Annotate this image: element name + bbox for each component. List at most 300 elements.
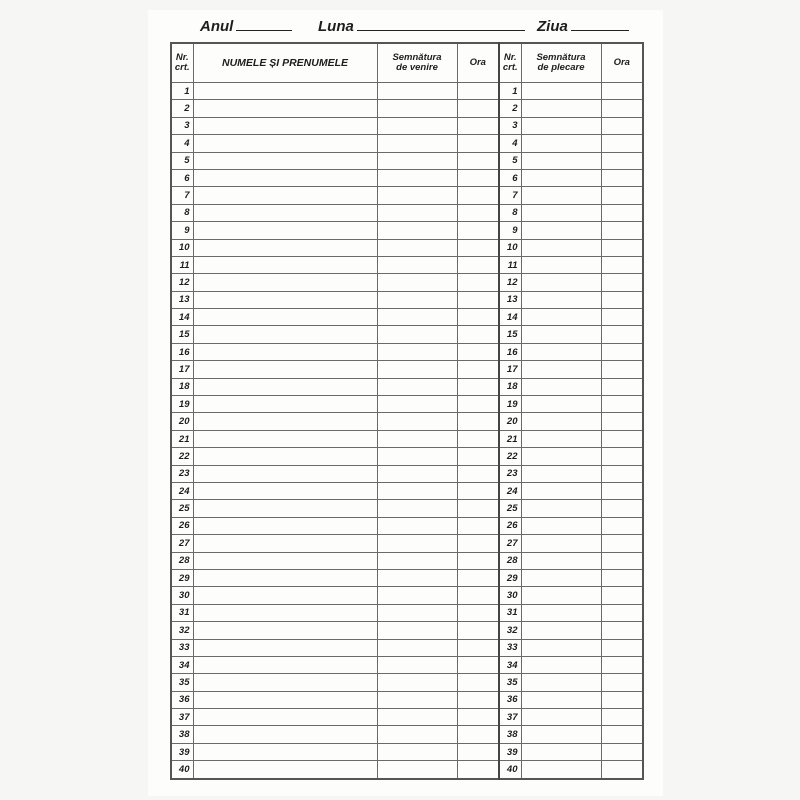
- row-number-2: 2: [499, 100, 521, 117]
- departure-signature-cell[interactable]: [521, 117, 601, 134]
- departure-signature-cell[interactable]: [521, 291, 601, 308]
- departure-time-cell[interactable]: [601, 361, 643, 378]
- row-number-2: 22: [499, 448, 521, 465]
- name-cell[interactable]: [193, 413, 377, 430]
- departure-time-cell[interactable]: [601, 256, 643, 273]
- arrival-signature-cell[interactable]: [377, 187, 457, 204]
- departure-signature-cell[interactable]: [521, 552, 601, 569]
- arrival-time-cell[interactable]: [457, 413, 499, 430]
- arrival-time-cell[interactable]: [457, 291, 499, 308]
- attendance-table: [170, 42, 644, 780]
- arrival-signature-cell[interactable]: [377, 117, 457, 134]
- departure-signature-cell[interactable]: [521, 535, 601, 552]
- arrival-time-cell[interactable]: [457, 100, 499, 117]
- departure-time-cell[interactable]: [601, 343, 643, 360]
- table-row: [171, 674, 643, 691]
- arrival-time-cell[interactable]: [457, 552, 499, 569]
- arrival-signature-cell[interactable]: [377, 517, 457, 534]
- departure-time-cell[interactable]: [601, 378, 643, 395]
- arrival-signature-cell[interactable]: [377, 204, 457, 221]
- row-number: 32: [171, 622, 193, 639]
- row-number-2: 27: [499, 535, 521, 552]
- name-cell[interactable]: [193, 135, 377, 152]
- name-cell[interactable]: [193, 552, 377, 569]
- arrival-signature-cell[interactable]: [377, 413, 457, 430]
- arrival-time-cell[interactable]: [457, 622, 499, 639]
- departure-signature-cell[interactable]: [521, 691, 601, 708]
- table-row: [171, 517, 643, 534]
- name-cell[interactable]: [193, 100, 377, 117]
- departure-signature-cell[interactable]: [521, 448, 601, 465]
- arrival-time-cell[interactable]: [457, 343, 499, 360]
- table-row: [171, 396, 643, 413]
- arrival-time-cell[interactable]: [457, 604, 499, 621]
- arrival-signature-cell[interactable]: [377, 152, 457, 169]
- departure-signature-cell[interactable]: [521, 674, 601, 691]
- table-row: [171, 587, 643, 604]
- departure-signature-cell[interactable]: [521, 135, 601, 152]
- departure-signature-cell[interactable]: [521, 430, 601, 447]
- departure-time-cell[interactable]: [601, 309, 643, 326]
- departure-time-cell[interactable]: [601, 448, 643, 465]
- column-header-name: NUMELE ȘI PRENUMELE: [193, 43, 377, 83]
- arrival-time-cell[interactable]: [457, 83, 499, 100]
- departure-time-cell[interactable]: [601, 326, 643, 343]
- arrival-time-cell[interactable]: [457, 517, 499, 534]
- column-header-arrival-time: Ora: [457, 43, 499, 83]
- year-label: Anul: [200, 18, 234, 35]
- departure-time-cell[interactable]: [601, 709, 643, 726]
- departure-signature-cell[interactable]: [521, 274, 601, 291]
- row-number-2: 13: [499, 291, 521, 308]
- row-number: 26: [171, 517, 193, 534]
- month-label: Luna: [318, 18, 354, 35]
- arrival-signature-cell[interactable]: [377, 465, 457, 482]
- row-number-2: 14: [499, 309, 521, 326]
- arrival-time-cell[interactable]: [457, 448, 499, 465]
- departure-time-cell[interactable]: [601, 552, 643, 569]
- arrival-time-cell[interactable]: [457, 152, 499, 169]
- departure-time-cell[interactable]: [601, 569, 643, 586]
- name-cell[interactable]: [193, 343, 377, 360]
- departure-signature-cell[interactable]: [521, 413, 601, 430]
- name-cell[interactable]: [193, 83, 377, 100]
- arrival-signature-cell[interactable]: [377, 743, 457, 760]
- departure-signature-cell[interactable]: [521, 639, 601, 656]
- arrival-time-cell[interactable]: [457, 326, 499, 343]
- table-row: [171, 656, 643, 673]
- day-input-line[interactable]: [571, 16, 629, 31]
- name-cell[interactable]: [193, 274, 377, 291]
- row-number: 39: [171, 743, 193, 760]
- departure-time-cell[interactable]: [601, 187, 643, 204]
- departure-time-cell[interactable]: [601, 691, 643, 708]
- row-number: 34: [171, 656, 193, 673]
- arrival-time-cell[interactable]: [457, 500, 499, 517]
- table-row: [171, 361, 643, 378]
- departure-time-cell[interactable]: [601, 222, 643, 239]
- name-cell[interactable]: [193, 239, 377, 256]
- arrival-signature-cell[interactable]: [377, 656, 457, 673]
- departure-time-cell[interactable]: [601, 622, 643, 639]
- arrival-time-cell[interactable]: [457, 239, 499, 256]
- name-cell[interactable]: [193, 396, 377, 413]
- row-number: 1: [171, 83, 193, 100]
- departure-signature-cell[interactable]: [521, 222, 601, 239]
- departure-time-cell[interactable]: [601, 204, 643, 221]
- arrival-time-cell[interactable]: [457, 430, 499, 447]
- row-number-2: 6: [499, 169, 521, 186]
- row-number: 18: [171, 378, 193, 395]
- row-number: 6: [171, 169, 193, 186]
- row-number-2: 40: [499, 761, 521, 779]
- arrival-time-cell[interactable]: [457, 761, 499, 779]
- arrival-signature-cell[interactable]: [377, 135, 457, 152]
- arrival-time-cell[interactable]: [457, 135, 499, 152]
- column-header-nr: Nr. crt.: [171, 43, 193, 83]
- table-row: [171, 187, 643, 204]
- table-row: [171, 83, 643, 100]
- name-cell[interactable]: [193, 378, 377, 395]
- departure-signature-cell[interactable]: [521, 482, 601, 499]
- arrival-time-cell[interactable]: [457, 256, 499, 273]
- arrival-signature-cell[interactable]: [377, 604, 457, 621]
- departure-signature-cell[interactable]: [521, 152, 601, 169]
- table-row: [171, 204, 643, 221]
- name-cell[interactable]: [193, 482, 377, 499]
- departure-time-cell[interactable]: [601, 482, 643, 499]
- departure-signature-cell[interactable]: [521, 361, 601, 378]
- arrival-time-cell[interactable]: [457, 396, 499, 413]
- departure-signature-cell[interactable]: [521, 517, 601, 534]
- row-number: 7: [171, 187, 193, 204]
- row-number: 24: [171, 482, 193, 499]
- arrival-signature-cell[interactable]: [377, 761, 457, 779]
- arrival-signature-cell[interactable]: [377, 482, 457, 499]
- departure-signature-cell[interactable]: [521, 743, 601, 760]
- arrival-signature-cell[interactable]: [377, 500, 457, 517]
- departure-time-cell[interactable]: [601, 535, 643, 552]
- row-number: 8: [171, 204, 193, 221]
- name-cell[interactable]: [193, 291, 377, 308]
- departure-signature-cell[interactable]: [521, 500, 601, 517]
- row-number-2: 4: [499, 135, 521, 152]
- departure-time-cell[interactable]: [601, 517, 643, 534]
- name-cell[interactable]: [193, 656, 377, 673]
- arrival-time-cell[interactable]: [457, 187, 499, 204]
- row-number-2: 3: [499, 117, 521, 134]
- departure-time-cell[interactable]: [601, 587, 643, 604]
- row-number-2: 12: [499, 274, 521, 291]
- name-cell[interactable]: [193, 517, 377, 534]
- table-row: [171, 326, 643, 343]
- arrival-signature-cell[interactable]: [377, 343, 457, 360]
- arrival-signature-cell[interactable]: [377, 691, 457, 708]
- year-input-line[interactable]: [236, 16, 292, 31]
- row-number: 13: [171, 291, 193, 308]
- arrival-signature-cell[interactable]: [377, 726, 457, 743]
- row-number-2: 7: [499, 187, 521, 204]
- arrival-time-cell[interactable]: [457, 535, 499, 552]
- row-number: 16: [171, 343, 193, 360]
- table-row: [171, 761, 643, 779]
- departure-time-cell[interactable]: [601, 135, 643, 152]
- row-number: 21: [171, 430, 193, 447]
- departure-signature-cell[interactable]: [521, 309, 601, 326]
- row-number: 22: [171, 448, 193, 465]
- arrival-time-cell[interactable]: [457, 726, 499, 743]
- arrival-time-cell[interactable]: [457, 709, 499, 726]
- row-number: 12: [171, 274, 193, 291]
- name-cell[interactable]: [193, 465, 377, 482]
- departure-signature-cell[interactable]: [521, 761, 601, 779]
- table-row: [171, 239, 643, 256]
- arrival-signature-cell[interactable]: [377, 100, 457, 117]
- departure-signature-cell[interactable]: [521, 622, 601, 639]
- row-number-2: 11: [499, 256, 521, 273]
- departure-signature-cell[interactable]: [521, 656, 601, 673]
- name-cell[interactable]: [193, 326, 377, 343]
- row-number-2: 19: [499, 396, 521, 413]
- table-row: [171, 604, 643, 621]
- departure-signature-cell[interactable]: [521, 726, 601, 743]
- table-row: [171, 709, 643, 726]
- departure-signature-cell[interactable]: [521, 239, 601, 256]
- row-number-2: 29: [499, 569, 521, 586]
- arrival-time-cell[interactable]: [457, 204, 499, 221]
- arrival-time-cell[interactable]: [457, 117, 499, 134]
- arrival-signature-cell[interactable]: [377, 622, 457, 639]
- name-cell[interactable]: [193, 222, 377, 239]
- departure-signature-cell[interactable]: [521, 587, 601, 604]
- arrival-time-cell[interactable]: [457, 656, 499, 673]
- departure-time-cell[interactable]: [601, 83, 643, 100]
- departure-signature-cell[interactable]: [521, 187, 601, 204]
- arrival-signature-cell[interactable]: [377, 674, 457, 691]
- table-row: [171, 100, 643, 117]
- row-number: 30: [171, 587, 193, 604]
- departure-signature-cell[interactable]: [521, 396, 601, 413]
- arrival-time-cell[interactable]: [457, 639, 499, 656]
- name-cell[interactable]: [193, 743, 377, 760]
- name-cell[interactable]: [193, 726, 377, 743]
- arrival-signature-cell[interactable]: [377, 569, 457, 586]
- arrival-time-cell[interactable]: [457, 587, 499, 604]
- departure-signature-cell[interactable]: [521, 100, 601, 117]
- row-number-2: 37: [499, 709, 521, 726]
- table-row: [171, 117, 643, 134]
- row-number: 36: [171, 691, 193, 708]
- row-number: 4: [171, 135, 193, 152]
- row-number-2: 17: [499, 361, 521, 378]
- arrival-signature-cell[interactable]: [377, 291, 457, 308]
- arrival-time-cell[interactable]: [457, 743, 499, 760]
- departure-time-cell[interactable]: [601, 239, 643, 256]
- row-number: 33: [171, 639, 193, 656]
- departure-time-cell[interactable]: [601, 726, 643, 743]
- name-cell[interactable]: [193, 204, 377, 221]
- row-number-2: 38: [499, 726, 521, 743]
- row-number-2: 31: [499, 604, 521, 621]
- departure-time-cell[interactable]: [601, 656, 643, 673]
- departure-time-cell[interactable]: [601, 761, 643, 779]
- row-number-2: 21: [499, 430, 521, 447]
- departure-signature-cell[interactable]: [521, 83, 601, 100]
- row-number-2: 30: [499, 587, 521, 604]
- row-number-2: 23: [499, 465, 521, 482]
- row-number: 40: [171, 761, 193, 779]
- name-cell[interactable]: [193, 604, 377, 621]
- departure-time-cell[interactable]: [601, 604, 643, 621]
- arrival-time-cell[interactable]: [457, 309, 499, 326]
- table-row: [171, 274, 643, 291]
- month-input-line[interactable]: [357, 16, 525, 31]
- departure-signature-cell[interactable]: [521, 204, 601, 221]
- arrival-signature-cell[interactable]: [377, 448, 457, 465]
- name-cell[interactable]: [193, 622, 377, 639]
- name-cell[interactable]: [193, 152, 377, 169]
- name-cell[interactable]: [193, 569, 377, 586]
- name-cell[interactable]: [193, 117, 377, 134]
- arrival-signature-cell[interactable]: [377, 274, 457, 291]
- arrival-time-cell[interactable]: [457, 361, 499, 378]
- name-cell[interactable]: [193, 169, 377, 186]
- arrival-signature-cell[interactable]: [377, 239, 457, 256]
- row-number-2: 36: [499, 691, 521, 708]
- row-number-2: 20: [499, 413, 521, 430]
- row-number: 15: [171, 326, 193, 343]
- row-number-2: 34: [499, 656, 521, 673]
- row-number-2: 16: [499, 343, 521, 360]
- row-number: 38: [171, 726, 193, 743]
- row-number-2: 24: [499, 482, 521, 499]
- table-row: [171, 169, 643, 186]
- name-cell[interactable]: [193, 761, 377, 779]
- row-number-2: 18: [499, 378, 521, 395]
- arrival-time-cell[interactable]: [457, 569, 499, 586]
- row-number-2: 1: [499, 83, 521, 100]
- name-cell[interactable]: [193, 500, 377, 517]
- table-row: [171, 448, 643, 465]
- row-number-2: 10: [499, 239, 521, 256]
- arrival-time-cell[interactable]: [457, 378, 499, 395]
- departure-time-cell[interactable]: [601, 639, 643, 656]
- arrival-signature-cell[interactable]: [377, 83, 457, 100]
- arrival-signature-cell[interactable]: [377, 587, 457, 604]
- name-cell[interactable]: [193, 448, 377, 465]
- arrival-time-cell[interactable]: [457, 674, 499, 691]
- departure-time-cell[interactable]: [601, 743, 643, 760]
- row-number-2: 35: [499, 674, 521, 691]
- row-number-2: 39: [499, 743, 521, 760]
- arrival-signature-cell[interactable]: [377, 309, 457, 326]
- row-number-2: 33: [499, 639, 521, 656]
- name-cell[interactable]: [193, 430, 377, 447]
- table-row: [171, 291, 643, 308]
- departure-time-cell[interactable]: [601, 152, 643, 169]
- row-number: 17: [171, 361, 193, 378]
- departure-signature-cell[interactable]: [521, 604, 601, 621]
- day-label: Ziua: [537, 18, 568, 35]
- arrival-time-cell[interactable]: [457, 691, 499, 708]
- arrival-signature-cell[interactable]: [377, 169, 457, 186]
- departure-time-cell[interactable]: [601, 169, 643, 186]
- departure-time-cell[interactable]: [601, 500, 643, 517]
- form-header: [0, 14, 800, 42]
- day-field: [537, 16, 629, 35]
- arrival-signature-cell[interactable]: [377, 361, 457, 378]
- table-header-row: [171, 43, 643, 83]
- arrival-signature-cell[interactable]: [377, 326, 457, 343]
- name-cell[interactable]: [193, 309, 377, 326]
- departure-signature-cell[interactable]: [521, 256, 601, 273]
- arrival-time-cell[interactable]: [457, 465, 499, 482]
- row-number: 37: [171, 709, 193, 726]
- arrival-signature-cell[interactable]: [377, 552, 457, 569]
- name-cell[interactable]: [193, 691, 377, 708]
- departure-signature-cell[interactable]: [521, 709, 601, 726]
- departure-time-cell[interactable]: [601, 413, 643, 430]
- arrival-time-cell[interactable]: [457, 222, 499, 239]
- row-number-2: 5: [499, 152, 521, 169]
- arrival-time-cell[interactable]: [457, 274, 499, 291]
- row-number: 29: [171, 569, 193, 586]
- table-row: [171, 552, 643, 569]
- name-cell[interactable]: [193, 535, 377, 552]
- name-cell[interactable]: [193, 361, 377, 378]
- departure-time-cell[interactable]: [601, 117, 643, 134]
- name-cell[interactable]: [193, 674, 377, 691]
- name-cell[interactable]: [193, 587, 377, 604]
- departure-signature-cell[interactable]: [521, 343, 601, 360]
- table-row: [171, 430, 643, 447]
- arrival-signature-cell[interactable]: [377, 378, 457, 395]
- departure-time-cell[interactable]: [601, 430, 643, 447]
- departure-time-cell[interactable]: [601, 100, 643, 117]
- departure-signature-cell[interactable]: [521, 465, 601, 482]
- arrival-signature-cell[interactable]: [377, 430, 457, 447]
- departure-signature-cell[interactable]: [521, 378, 601, 395]
- arrival-signature-cell[interactable]: [377, 256, 457, 273]
- table-row: [171, 413, 643, 430]
- name-cell[interactable]: [193, 709, 377, 726]
- name-cell[interactable]: [193, 187, 377, 204]
- departure-time-cell[interactable]: [601, 674, 643, 691]
- departure-signature-cell[interactable]: [521, 569, 601, 586]
- arrival-signature-cell[interactable]: [377, 535, 457, 552]
- departure-signature-cell[interactable]: [521, 169, 601, 186]
- table-row: [171, 743, 643, 760]
- arrival-signature-cell[interactable]: [377, 639, 457, 656]
- departure-time-cell[interactable]: [601, 465, 643, 482]
- arrival-signature-cell[interactable]: [377, 222, 457, 239]
- row-number-2: 15: [499, 326, 521, 343]
- arrival-time-cell[interactable]: [457, 482, 499, 499]
- arrival-time-cell[interactable]: [457, 169, 499, 186]
- name-cell[interactable]: [193, 639, 377, 656]
- arrival-signature-cell[interactable]: [377, 396, 457, 413]
- row-number: 2: [171, 100, 193, 117]
- month-field: [318, 16, 525, 35]
- name-cell[interactable]: [193, 256, 377, 273]
- departure-time-cell[interactable]: [601, 396, 643, 413]
- row-number-2: 28: [499, 552, 521, 569]
- table-row: [171, 482, 643, 499]
- departure-time-cell[interactable]: [601, 291, 643, 308]
- departure-time-cell[interactable]: [601, 274, 643, 291]
- arrival-signature-cell[interactable]: [377, 709, 457, 726]
- departure-signature-cell[interactable]: [521, 326, 601, 343]
